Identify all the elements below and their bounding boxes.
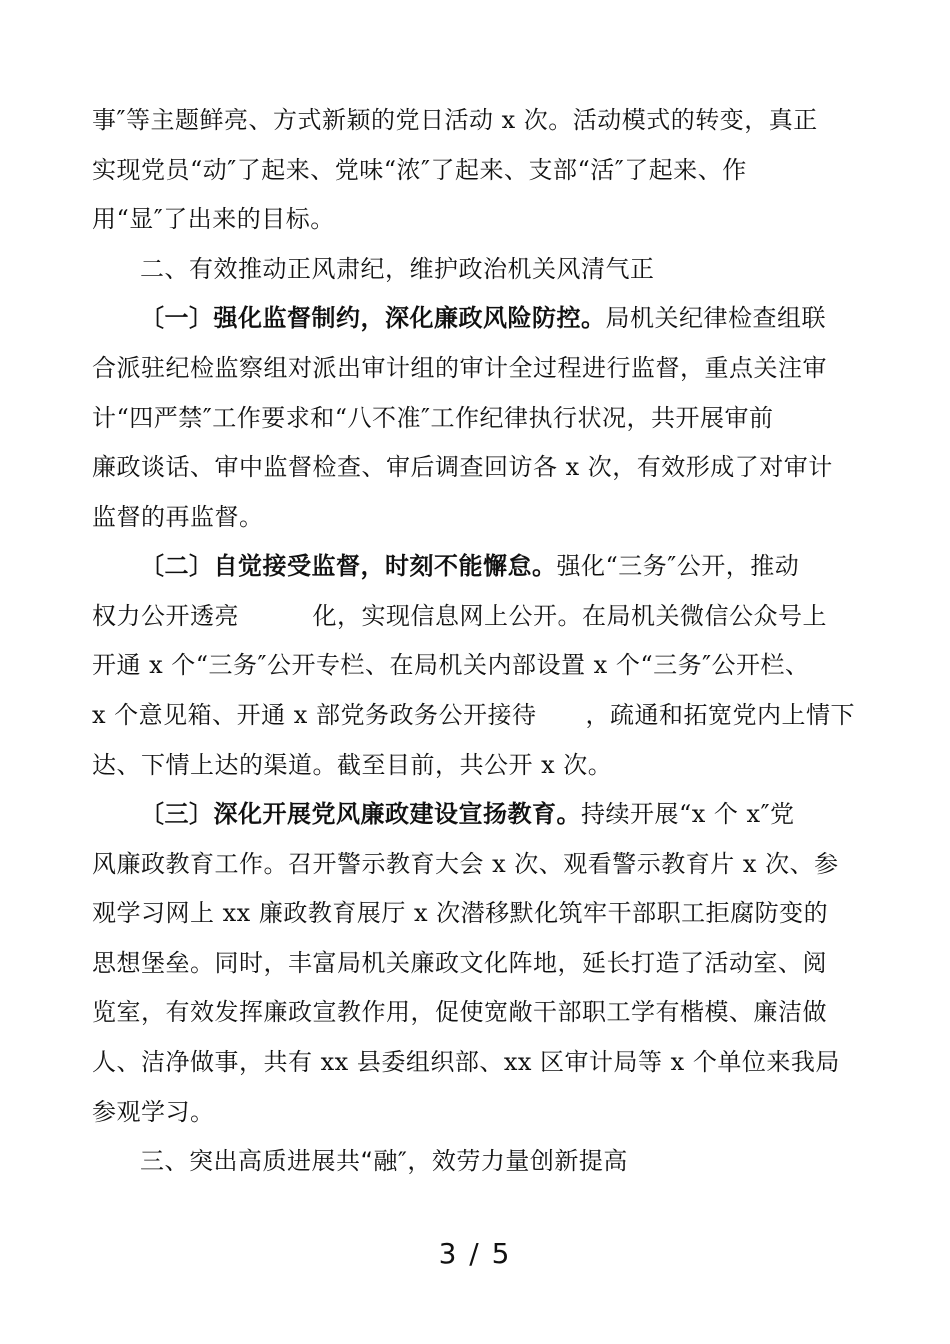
body-line: 监督的再监督。 — [92, 503, 264, 531]
body-line: 廉政谈话、审中监督检查、审后调查回访各 x 次，有效形成了对审计 — [92, 453, 833, 481]
body-line: 事″等主题鲜亮、方式新颖的党日活动 x 次。活动模式的转变，真正 — [92, 106, 818, 134]
paragraph-2-lead: 〔二〕自觉接受监督，时刻不能懈怠。 — [140, 552, 557, 580]
body-line: 思想堡垒。同时，丰富局机关廉政文化阵地，延长打造了活动室、阅 — [92, 949, 827, 977]
body-line: 达、下情上达的渠道。截至目前，共公开 x 次。 — [92, 751, 613, 779]
paragraph-3-lead: 〔三〕深化开展党风廉政建设宣扬教育。 — [140, 800, 581, 828]
body-line: 风廉政教育工作。召开警示教育大会 x 次、观看警示教育片 x 次、参 — [92, 850, 839, 878]
body-line: 合派驻纪检监察组对派出审计组的审计全过程进行监督，重点关注审 — [92, 354, 827, 382]
body-line: x 个意见箱、开通 x 部党务政务公开接待 ，疏通和拓宽党内上情下 — [92, 701, 855, 729]
body-line: 用“显″了出来的目标。 — [92, 205, 335, 233]
paragraph-1-first-line — [140, 303, 826, 333]
body-line: 参观学习。 — [92, 1098, 215, 1126]
paragraph-3-first-line — [140, 799, 795, 829]
body-line: 权力公开透亮 化，实现信息网上公开。在局机关微信公众号上 — [92, 602, 827, 630]
section-heading-3: 三、突出高质进展共“融″，效劳力量创新提高 — [140, 1147, 628, 1175]
body-line: 览室，有效发挥廉政宣教作用，促使宽敞干部职工学有楷模、廉洁做 — [92, 998, 827, 1026]
section-heading-2: 二、有效推动正风肃纪，维护政治机关风清气正 — [140, 255, 655, 283]
paragraph-2-text: 强化“三务″公开，推动 — [556, 552, 800, 580]
body-line: 开通 x 个“三务″公开专栏、在局机关内部设置 x 个“三务″公开栏、 — [92, 651, 810, 679]
body-line: 计“四严禁″工作要求和“八不准″工作纪律执行状况，共开展审前 — [92, 404, 774, 432]
body-line: 实现党员“动″了起来、党味“浓″了起来、支部“活″了起来、作 — [92, 156, 747, 184]
paragraph-2-first-line — [140, 551, 799, 581]
body-line: 观学习网上 xx 廉政教育展厅 x 次潜移默化筑牢干部职工拒腐防变的 — [92, 899, 829, 927]
body-line: 人、洁净做事，共有 xx 县委组织部、xx 区审计局等 x 个单位来我局 — [92, 1048, 840, 1076]
paragraph-1-text: 局机关纪律检查组联 — [605, 304, 826, 332]
page-number: 3 / 5 — [438, 1237, 512, 1270]
paragraph-1-lead: 〔一〕强化监督制约，深化廉政风险防控。 — [140, 304, 606, 332]
paragraph-3-text: 持续开展“x 个 x″党 — [581, 800, 795, 828]
